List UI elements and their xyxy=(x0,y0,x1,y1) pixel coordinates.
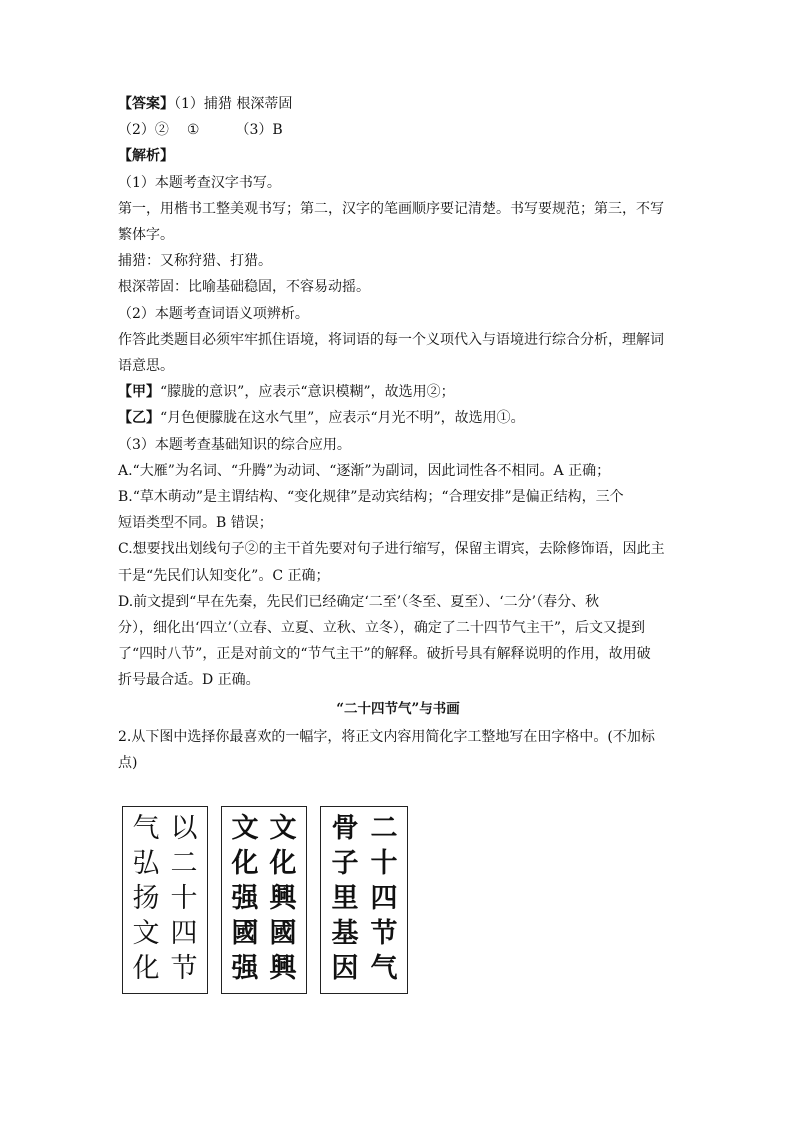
calligraphy-char: 四 xyxy=(370,883,398,914)
calligraphy-char: 弘 xyxy=(132,848,160,879)
calligraphy-char: 子 xyxy=(331,848,359,879)
calligraphy-char: 興 xyxy=(269,883,297,914)
calligraphy-char: 十 xyxy=(370,848,398,879)
question2-line-1: 2.从下图中选择你最喜欢的一幅字，将正文内容用简化字工整地写在田字格中。(不加标 xyxy=(118,728,655,745)
panel-2-right-column xyxy=(266,813,300,985)
analysis-yi xyxy=(118,405,678,431)
calligraphy-panel-1[interactable] xyxy=(122,806,208,994)
calligraphy-figure xyxy=(122,806,422,996)
analysis-line: （1）本题考查汉字书写。 xyxy=(118,174,281,191)
analysis-line: A.“大雁”为名词、“升腾”为动词、“逐渐”为副词，因此词性各不相同。A 正确； xyxy=(118,462,611,479)
answer-line xyxy=(118,91,678,117)
jia-label: 【甲】 xyxy=(118,384,160,401)
analysis-line: 折号最合适。D 正确。 xyxy=(118,672,260,689)
calligraphy-char: 國 xyxy=(269,918,297,949)
analysis-line: B.“草木萌动”是主谓结构、“变化规律”是动宾结构；“合理安排”是偏正结构，三个 xyxy=(118,489,624,506)
analysis-line: 语意思。 xyxy=(118,358,174,375)
panel-2-left-column xyxy=(228,813,262,985)
answer-q2b: ① xyxy=(186,122,200,139)
calligraphy-char: 興 xyxy=(269,953,297,984)
calligraphy-char: 國 xyxy=(231,918,259,949)
calligraphy-char: 气 xyxy=(132,813,160,844)
calligraphy-char: 气 xyxy=(370,953,398,984)
analysis-line: （2）本题考查词语义项辨析。 xyxy=(118,305,309,322)
calligraphy-char: 二 xyxy=(170,848,198,879)
answer-q1: （1）捕猎 根深蒂固 xyxy=(174,96,293,112)
calligraphy-char: 四 xyxy=(170,918,198,949)
analysis-line: D.前文提到“早在先秦，先民们已经确定‘二至’（冬至、夏至）、‘二分’（春分、秋 xyxy=(118,593,600,610)
analysis-label: 【解析】 xyxy=(118,148,174,165)
answer-line-2 xyxy=(118,117,678,143)
analysis-line: 分），细化出‘四立’（立春、立夏、立秋、立冬），确定了二十四节气主干”，后文又提到 xyxy=(118,620,646,637)
document-body xyxy=(118,91,678,776)
calligraphy-char: 二 xyxy=(370,813,398,844)
analysis-line: （3）本题考查基础知识的综合应用。 xyxy=(118,436,351,453)
panel-3-right-column xyxy=(367,813,401,985)
calligraphy-char: 因 xyxy=(331,953,359,984)
analysis-line: 作答此类题目必须牢牢抓住语境，将词语的每一个义项代入与语境进行综合分析，理解词 xyxy=(118,331,664,348)
calligraphy-char: 化 xyxy=(132,953,160,984)
calligraphy-char: 强 xyxy=(231,953,259,984)
section-title: “二十四节气”与书画 xyxy=(336,700,460,717)
calligraphy-panel-2[interactable] xyxy=(221,806,307,994)
analysis-line: 第一，用楷书工整美观书写；第二，汉字的笔画顺序要记清楚。书写要规范；第三，不写 xyxy=(118,200,664,217)
calligraphy-char: 化 xyxy=(231,848,259,879)
calligraphy-char: 以 xyxy=(170,813,198,844)
calligraphy-char: 骨 xyxy=(331,813,359,844)
analysis-line: 了“四时八节”，正是对前文的“节气主干”的解释。破折号具有解释说明的作用，故用破 xyxy=(118,646,651,663)
panel-3-left-column xyxy=(328,813,362,985)
analysis-line: 干是“先民们认知变化”。C 正确； xyxy=(118,567,330,584)
yi-label: 【乙】 xyxy=(118,410,160,427)
calligraphy-panel-3[interactable] xyxy=(320,806,408,994)
calligraphy-char: 扬 xyxy=(132,883,160,914)
calligraphy-char: 文 xyxy=(231,813,259,844)
analysis-jia xyxy=(118,379,678,405)
calligraphy-char: 基 xyxy=(331,918,359,949)
panel-1-right-column xyxy=(167,813,201,985)
answer-q2a: （2）② xyxy=(118,122,169,139)
panel-1-left-column xyxy=(129,813,163,985)
answer-q3: （3）B xyxy=(235,122,283,139)
yi-text: “月色便朦胧在这水气里”，应表示“月光不明”，故选用①。 xyxy=(160,410,525,427)
calligraphy-char: 节 xyxy=(170,953,198,984)
calligraphy-char: 文 xyxy=(132,918,160,949)
answer-label: 【答案】 xyxy=(118,96,174,112)
calligraphy-char: 节 xyxy=(370,918,398,949)
calligraphy-char: 十 xyxy=(170,883,198,914)
analysis-line: 繁体字。 xyxy=(118,227,174,244)
analysis-line: 根深蒂固：比喻基础稳固，不容易动摇。 xyxy=(118,279,370,296)
analysis-line: C.想要找出划线句子②的主干首先要对句子进行缩写，保留主谓宾，去除修饰语，因此主 xyxy=(118,541,665,558)
calligraphy-char: 化 xyxy=(269,848,297,879)
analysis-line: 短语类型不同。B 错误； xyxy=(118,515,273,532)
jia-text: “朦胧的意识”，应表示“意识模糊”，故选用②； xyxy=(160,384,455,401)
calligraphy-char: 文 xyxy=(269,813,297,844)
question2-line-2: 点) xyxy=(118,755,138,772)
calligraphy-char: 强 xyxy=(231,883,259,914)
calligraphy-char: 里 xyxy=(331,883,359,914)
analysis-line: 捕猎：又称狩猎、打猎。 xyxy=(118,253,272,270)
